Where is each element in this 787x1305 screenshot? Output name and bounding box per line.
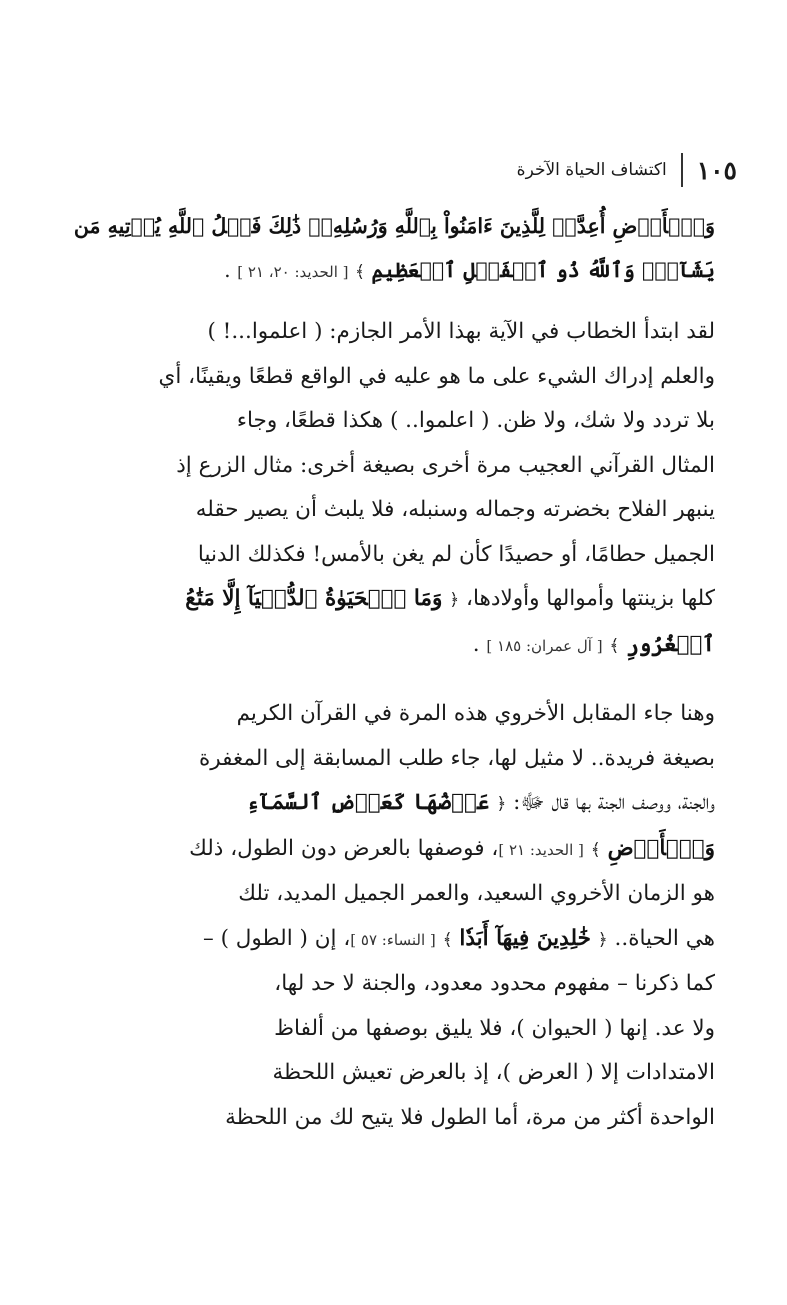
- text-line: ولا عد. إنها ( الحيوان )، فلا يليق بوصفها من ألفاظ: [274, 1015, 715, 1041]
- text-line: كما ذكرنا – مفهوم محدود معدود، والجنة لا حد لها،: [274, 971, 715, 996]
- opening-bracket: ﴿: [496, 794, 507, 814]
- page-number: ١٠٥: [696, 155, 737, 185]
- text-line: الامتدادات إلا ( العرض )، إذ بالعرض تعيش اللحظة: [272, 1060, 715, 1085]
- period: .: [224, 258, 231, 282]
- period: .: [472, 631, 480, 657]
- header-divider: [681, 153, 683, 187]
- text-line: وهنا جاء المقابل الأخروي هذه المرة في القرآن الكريم: [236, 701, 715, 726]
- line-text: والجنة، ووصف الجنة بها قال ﷻ:: [513, 790, 715, 815]
- verse-reference: [ النساء: ٥٧ ]: [350, 930, 436, 949]
- text-line: الواحدة أكثر من مرة، أما الطول فلا يتيح لك من اللحظة: [225, 1104, 715, 1130]
- text-line: الجميل حطامًا، أو حصيدًا كأن لم يغن بالأمس! فكذلك الدنيا: [197, 541, 715, 567]
- verse-text: عَرۡضُهَا كَعَرۡضِ ٱلسَّمَآءِ: [246, 790, 490, 815]
- verse-text: ٱلۡغُرُورِ: [626, 631, 715, 657]
- quran-verse-block: [75, 204, 715, 294]
- text-line: [75, 781, 715, 827]
- verse-text: وَٱلۡأَرۡضِ: [607, 835, 715, 861]
- paragraph-1: [75, 310, 715, 668]
- running-title: اكتشاف الحياة الآخرة: [516, 159, 667, 180]
- line-text: ، إن ( الطول ) –: [202, 925, 351, 951]
- text-line: هو الزمان الأخروي السعيد، والعمر الجميل المديد، تلك: [238, 881, 715, 906]
- text-line: المثال القرآني العجيب مرة أخرى بصيغة أخرى: مثال الزرع إذ: [176, 452, 715, 478]
- verse-reference: [ الحديد: ٢٠، ٢١ ]: [237, 263, 349, 281]
- verse-line: وَٱلۡأَرۡضِ أُعِدَّتۡ لِلَّذِينَ ءَامَنُواْ بِٱللَّهِ وَرُسُلِهِۦۚ ذَٰلِكَ فَضۡلُ ٱللَّهِ يُؤۡتِيهِ مَن: [73, 214, 715, 238]
- text-line: لقد ابتدأ الخطاب في الآية بهذا الأمر الجازم: ( اعلموا...! ): [207, 319, 715, 344]
- verse-reference: [ آل عمران: ١٨٥ ]: [486, 636, 603, 655]
- text-line: [75, 827, 715, 873]
- verse-reference: [ الحديد: ٢١ ]: [498, 840, 584, 859]
- text-line: [75, 623, 715, 669]
- page-header: [90, 150, 737, 190]
- verse-text: وَمَا ٱلۡحَيَوٰةُ ٱلدُّنۡيَآ إِلَّا مَتَٰعُ: [185, 586, 443, 611]
- closing-bracket: ﴾: [442, 929, 453, 950]
- line-text: هي الحياة..: [614, 925, 715, 951]
- text-line: بلا تردد ولا شك، ولا ظن. ( اعلموا.. ) هكذا قطعًا، وجاء: [236, 408, 715, 433]
- closing-bracket: ﴾: [590, 839, 601, 860]
- line-text: كلها بزينتها وأموالها وأولادها،: [466, 586, 715, 611]
- verse-text: خَٰلِدِينَ فِيهَآ أَبَدٗا: [459, 925, 591, 951]
- opening-bracket: ﴿: [449, 590, 460, 610]
- closing-bracket: ﴾: [355, 262, 365, 282]
- text-line: [75, 577, 715, 623]
- opening-bracket: ﴿: [597, 929, 608, 950]
- text-line: [75, 917, 715, 963]
- line-text: ، فوصفها بالعرض دون الطول، ذلك: [189, 835, 499, 861]
- text-line: بصيغة فريدة.. لا مثيل لها، جاء طلب المسابقة إلى المغفرة: [199, 745, 715, 771]
- text-line: ينبهر الفلاح بخضرته وجماله وسنبله، فلا يلبث أن يصير حقله: [195, 497, 715, 522]
- paragraph-2: [75, 692, 715, 1140]
- verse-text: يَشَآءُۚ وَٱللَّهُ ذُو ٱلۡفَضۡلِ ٱلۡعَظِيمِ: [371, 258, 715, 282]
- verse-line: [75, 248, 715, 294]
- closing-bracket: ﴾: [609, 635, 620, 656]
- text-line: والعلم إدراك الشيء على ما هو عليه في الواقع قطعًا ويقينًا، أي: [158, 363, 715, 389]
